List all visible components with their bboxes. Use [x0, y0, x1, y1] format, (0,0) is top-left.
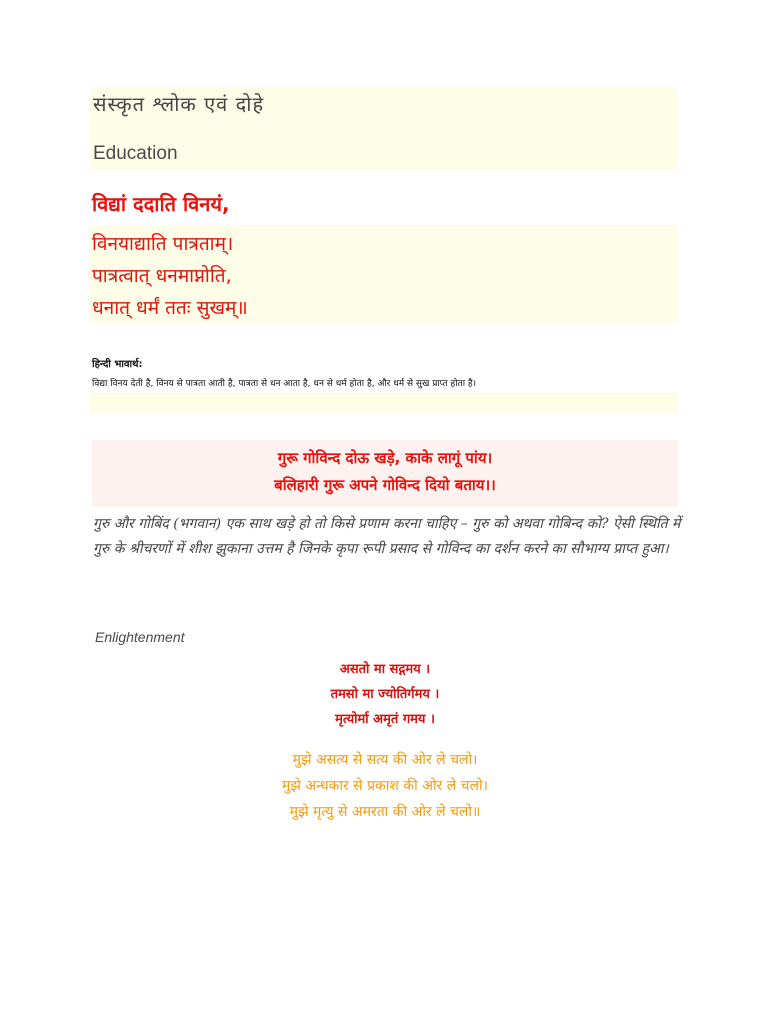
- section-heading-education: Education: [93, 143, 178, 164]
- hindi-meaning-text: विद्या विनय देती है, विनय से पात्रता आती है, पात्रता से धन आता है, धन से धर्म होता है, और धर्म से सुख प्राप्त होता है।: [92, 379, 477, 389]
- shloka-line-3: पात्रत्वात् धनमाप्नोति,: [92, 265, 232, 287]
- mantra-line-2: तमसो मा ज्योतिर्गमय ।: [330, 687, 440, 702]
- translation-line-3: मुझे मृत्यु से अमरता की ओर ले चलो॥: [289, 804, 481, 820]
- mantra-line-3: मृत्योर्मा अमृतं गमय ।: [335, 712, 435, 727]
- page-title: संस्कृत श्लोक एवं दोहे: [93, 92, 265, 116]
- translation-line-1: मुझे असत्य से सत्य की ओर ले चलो।: [292, 752, 478, 768]
- meaning-highlight: [90, 393, 678, 413]
- translation-line-2: मुझे अन्धकार से प्रकाश की ओर ले चलो।: [282, 778, 488, 794]
- shloka-line-2: विनयाद्याति पात्रताम्।: [92, 233, 234, 255]
- section-heading-enlightenment: Enlightenment: [95, 629, 185, 645]
- shloka-line-1: विद्यां ददाति विनयं,: [92, 192, 230, 216]
- shloka-line-4: धनात् धर्मं ततः सुखम्॥: [92, 297, 248, 319]
- doha-explanation: गुरु और गोबिंद (भगवान) एक साथ खड़े हो तो किसे प्रणाम करना चाहिए – गुरु को अथवा गोबिन्द को? ऐसी स्थिति में गुरु के श्रीचरणों में शीश झुकाना उत्तम है जिनके कृपा रूपी प्रसाद से गोविन्द का दर्शन करने का सौभाग्य प्राप्त हुआ।: [93, 516, 681, 557]
- doha-line-2: बलिहारी गुरू अपने गोविन्द दियो बताय।।: [274, 476, 496, 494]
- hindi-meaning-heading: हिन्दी भावार्थ:: [92, 359, 143, 370]
- mantra-line-1: असतो मा सद्गमय ।: [339, 662, 431, 677]
- doha-line-1: गुरू गोविन्द दोऊ खड़े, काके लागूं पांय।: [277, 449, 493, 467]
